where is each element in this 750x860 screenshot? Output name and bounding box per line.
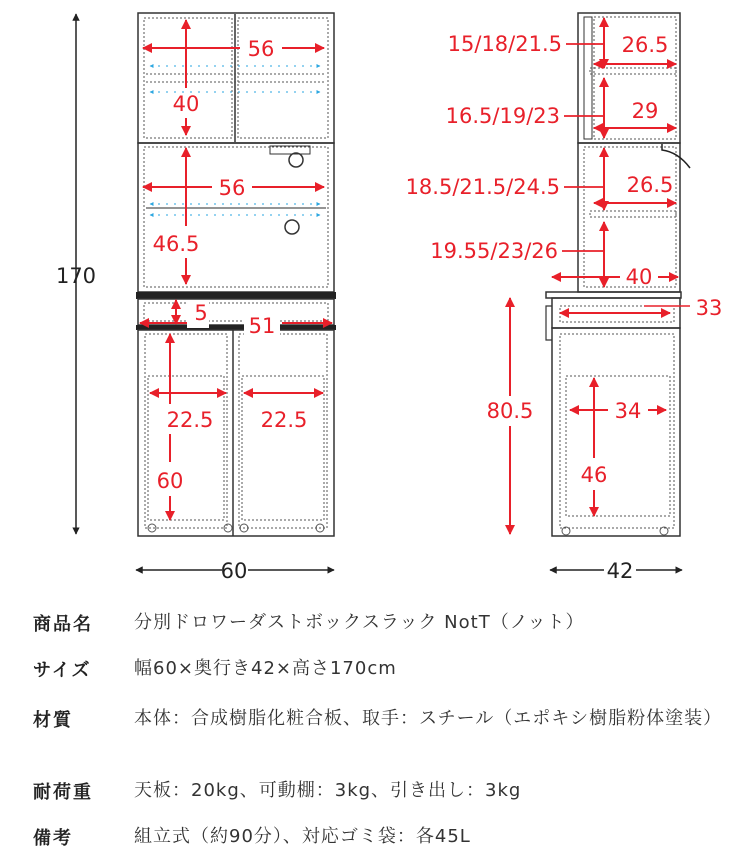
side-bin-height-label: 46 [580,463,608,487]
spec-value: 本体：合成樹脂化粧合板、取手：スチール（エポキシ樹脂粉体塗装） [134,708,723,729]
front-upper-cabinet [138,13,334,143]
front-countertop [136,292,336,299]
front-lower-cabinet [138,330,334,536]
spec-label: 備考 [33,828,73,849]
spec-value: 天板：20kg、可動棚：3kg、引き出し：3kg [134,780,522,801]
front-middle-shelf [138,143,334,292]
cord-hole-lower [285,220,299,234]
upper-height-label: 40 [172,92,200,116]
side-countertop [546,292,681,298]
spec-label: 材質 [33,710,73,731]
shelf3-height-label: 18.5/21.5/24.5 [405,175,560,199]
side-dimension-labels [406,32,723,583]
shelf2-depth-label: 29 [631,99,659,123]
cord-hole [289,153,303,167]
drawer-width-label: 51 [248,314,276,338]
spec-value: 幅60×奥行き42×高さ170cm [134,658,397,679]
total-height-label: 170 [55,264,97,288]
spec-label: 商品名 [33,614,93,635]
spec-value: 組立式（約90分）、対応ゴミ袋：各45L [134,826,471,847]
counter-depth-label: 33 [695,296,723,320]
shelf4-height-label: 19.55/23/26 [430,239,558,263]
spec-label: 耐荷重 [33,782,93,803]
middle-height-label: 46.5 [152,232,200,256]
side-lower-cabinet [552,328,680,536]
spec-label: サイズ [33,660,92,681]
front-view [136,13,336,536]
lower-height-label: 80.5 [486,399,534,423]
shelf1-depth-label: 26.5 [621,33,669,57]
drawer-height-label: 5 [194,301,208,325]
upper-width-label: 56 [247,37,275,61]
shelf4-depth-label: 40 [625,265,653,289]
side-depth-label: 42 [606,559,634,583]
side-dimensions [510,18,690,570]
shelf2-height-label: 16.5/19/23 [445,104,560,128]
bin-depth-label: 34 [614,399,642,423]
middle-width-label: 56 [218,176,246,200]
bin-left-width-label: 22.5 [166,408,214,432]
side-view [546,13,690,536]
bin-height-label: 60 [156,469,184,493]
front-width-label: 60 [220,559,248,583]
spec-value: 分別ドロワーダストボックスラック NotT（ノット） [134,612,585,633]
shelf1-height-label: 15/18/21.5 [447,32,562,56]
bin-right-width-label: 22.5 [260,408,308,432]
shelf3-depth-label: 26.5 [626,173,674,197]
